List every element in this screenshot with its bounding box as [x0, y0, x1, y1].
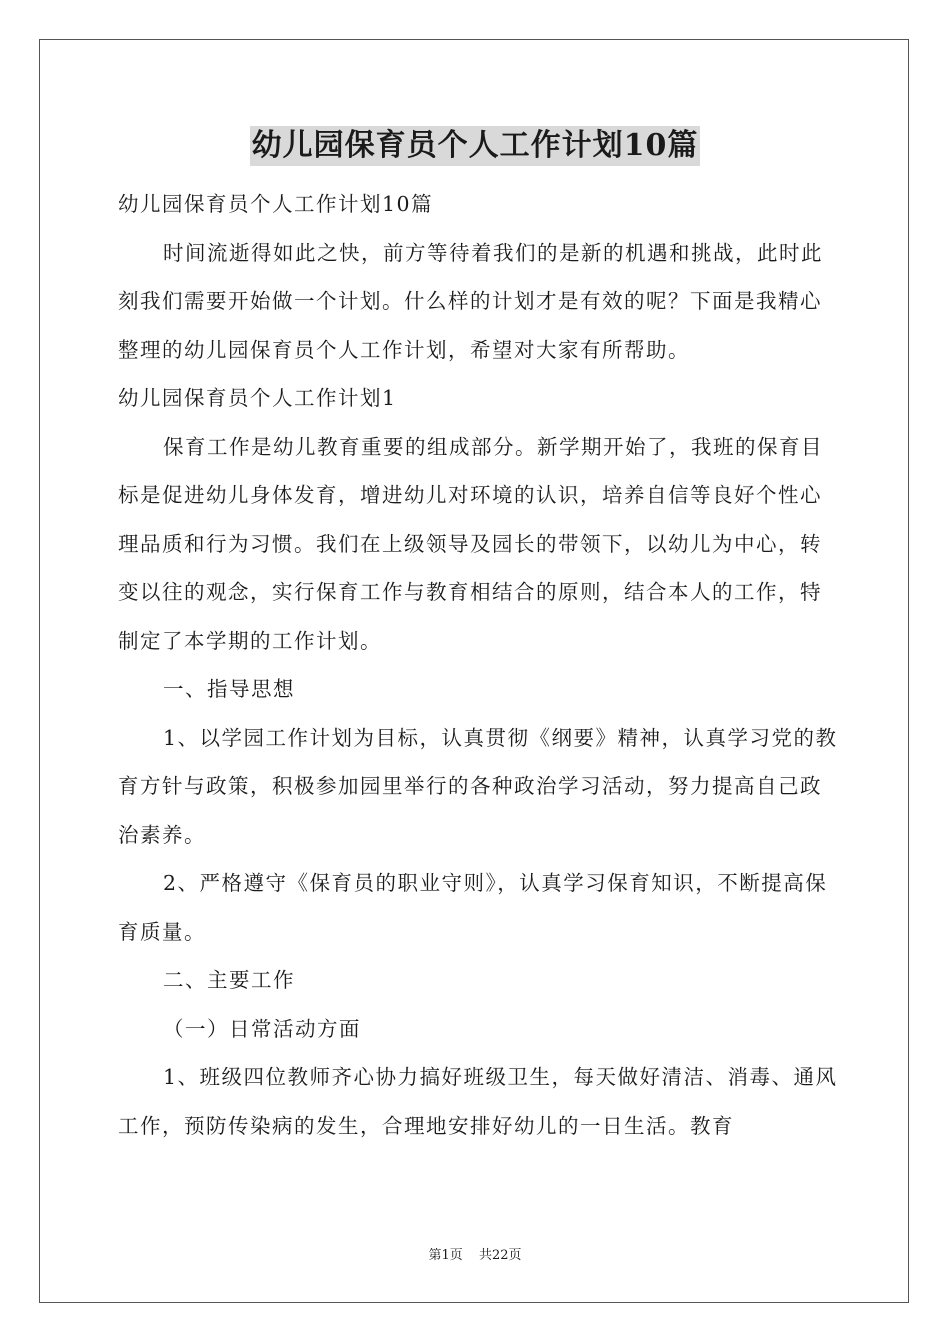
document-title: 幼儿园保育员个人工作计划10篇 — [250, 126, 701, 166]
document-body — [118, 180, 838, 1150]
paragraph: 幼儿园保育员个人工作计划1 — [118, 386, 397, 410]
title-container — [0, 126, 950, 166]
page-number: 第1页 — [428, 1248, 463, 1263]
paragraph: 保育工作是幼儿教育重要的组成部分。新学期开始了，我班的保育目标是促进幼儿身体发育，增进幼儿对环境的认识，培养自信等良好个性心理品质和行为习惯。我们在上级领导及园长的带领下，以幼儿为中心，转变以往的观念，实行保育工作与教育相结合的原则，结合本人的工作，特制定了本学期的工作计划。 — [118, 434, 823, 653]
paragraph: 时间流逝得如此之快，前方等待着我们的是新的机遇和挑战，此时此刻我们需要开始做一个计划。什么样的计划才是有效的呢？下面是我精心整理的幼儿园保育员个人工作计划，希望对大家有所帮助。 — [118, 240, 823, 362]
paragraph: 1、班级四位教师齐心协力搞好班级卫生，每天做好清洁、消毒、通风工作，预防传染病的发生，合理地安排好幼儿的一日生活。教育 — [118, 1065, 838, 1138]
page-total: 共22页 — [478, 1248, 522, 1263]
paragraph: 一、指导思想 — [163, 677, 295, 701]
paragraph: 1、以学园工作计划为目标，认真贯彻《纲要》精神，认真学习党的教育方针与政策，积极参加园里举行的各种政治学习活动，努力提高自己政治素养。 — [118, 725, 838, 847]
paragraph: 幼儿园保育员个人工作计划10篇 — [118, 192, 434, 216]
paragraph: （一）日常活动方面 — [163, 1016, 361, 1041]
paragraph: 2、严格遵守《保育员的职业守则》，认真学习保育知识，不断提高保育质量。 — [118, 871, 828, 944]
page-footer — [0, 1244, 950, 1263]
paragraph: 二、主要工作 — [163, 968, 295, 992]
